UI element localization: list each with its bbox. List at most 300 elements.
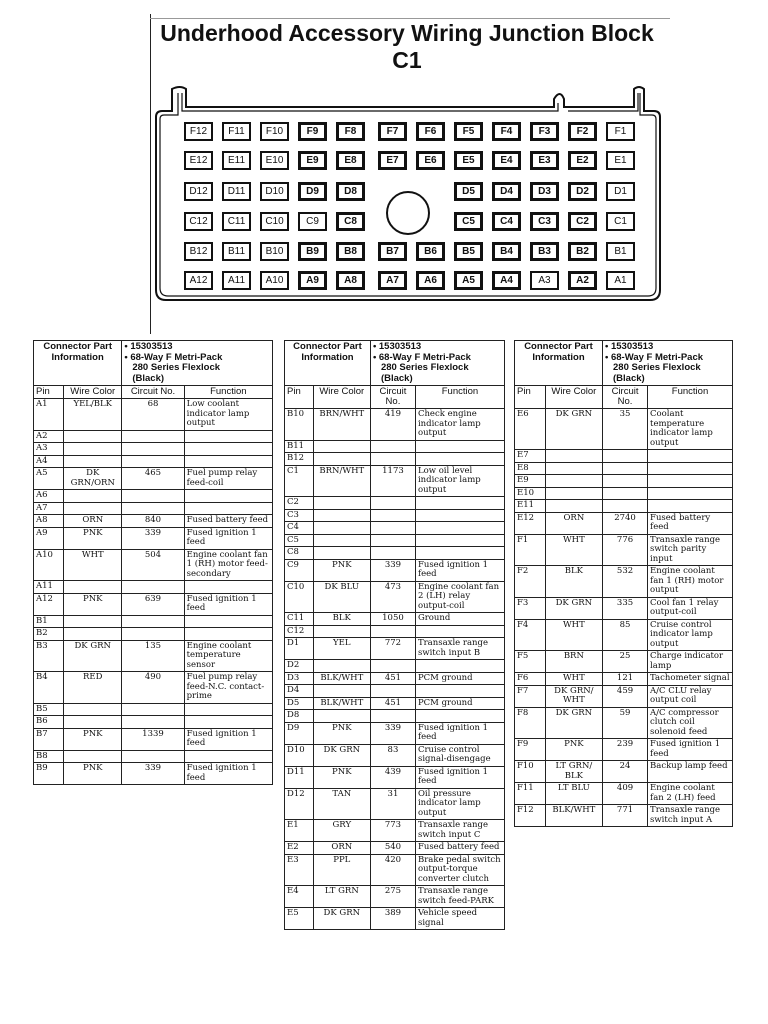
connector-pin-b4: B4	[492, 242, 521, 261]
table-row	[34, 672, 273, 704]
wire-color-cell: LT BLU	[545, 783, 602, 805]
pin-cell: A3	[34, 443, 64, 456]
pin-cell: C12	[285, 625, 314, 638]
function-cell: Charge indicator lamp	[648, 651, 733, 673]
function-cell	[415, 509, 504, 522]
table-row	[285, 886, 505, 908]
connector-pin-c2: C2	[568, 212, 597, 231]
wire-color-cell: PNK	[313, 722, 370, 744]
connector-pin-d9: D9	[298, 182, 327, 201]
function-cell: Cruise control signal-disengage	[415, 744, 504, 766]
circuit-cell	[370, 453, 415, 466]
wire-color-cell: PNK	[313, 559, 370, 581]
pin-cell: E6	[515, 409, 546, 450]
table-row	[34, 750, 273, 763]
wire-color-cell	[313, 509, 370, 522]
circuit-cell: 451	[370, 672, 415, 685]
table-row	[34, 716, 273, 729]
pin-cell: B2	[34, 628, 64, 641]
wire-color-cell: PNK	[545, 739, 602, 761]
connector-pin-f7: F7	[378, 122, 407, 141]
connector-pin-a8: A8	[336, 271, 365, 290]
pin-cell: B1	[34, 615, 64, 628]
wire-color-cell	[545, 475, 602, 488]
circuit-cell: 1050	[370, 613, 415, 626]
wire-color-cell: BLK/WHT	[313, 672, 370, 685]
wire-color-cell: BRN/WHT	[313, 465, 370, 497]
table-row	[34, 468, 273, 490]
circuit-cell: 776	[603, 534, 648, 566]
circuit-cell	[370, 497, 415, 510]
column-header-circuit: Circuit No.	[122, 386, 184, 399]
connector-info-line: 280 Series Flexlock	[380, 362, 469, 373]
wire-color-cell: ORN	[64, 515, 122, 528]
function-cell: Low coolant indicator lamp output	[184, 399, 272, 431]
column-header-circuit: Circuit No.	[603, 386, 648, 409]
connector-pin-e9: E9	[298, 151, 327, 170]
function-cell: Fused ignition 1 feed	[184, 763, 272, 785]
table-row	[34, 703, 273, 716]
table-row	[515, 707, 733, 739]
connector-pin-a9: A9	[298, 271, 327, 290]
connector-pin-b3: B3	[530, 242, 559, 261]
function-cell	[648, 450, 733, 463]
wire-color-cell: TAN	[313, 788, 370, 820]
table-row	[515, 462, 733, 475]
function-cell: Fused ignition 1 feed	[184, 728, 272, 750]
table-row	[34, 549, 273, 581]
circuit-cell: 335	[603, 597, 648, 619]
table-row	[515, 597, 733, 619]
circuit-cell: 339	[370, 559, 415, 581]
wire-color-cell	[313, 522, 370, 535]
pin-cell: B5	[34, 703, 64, 716]
function-cell: PCM ground	[415, 697, 504, 710]
pin-cell: D12	[285, 788, 314, 820]
function-cell: Fused ignition 1 feed	[415, 766, 504, 788]
connector-info-line: 280 Series Flexlock	[613, 362, 701, 373]
wire-color-cell: PNK	[64, 593, 122, 615]
function-cell: Cool fan 1 relay output-coil	[648, 597, 733, 619]
pin-cell: D3	[285, 672, 314, 685]
connector-info-line: • 68-Way F Metri-Pack	[124, 351, 223, 363]
table-row	[285, 581, 505, 613]
wire-color-cell: LT GRN/ BLK	[545, 761, 602, 783]
connector-pin-f2: F2	[568, 122, 597, 141]
function-cell	[415, 440, 504, 453]
function-cell: Fused ignition 1 feed	[415, 559, 504, 581]
pin-cell: C11	[285, 613, 314, 626]
table-row	[515, 619, 733, 651]
table-row	[34, 515, 273, 528]
circuit-cell: 339	[122, 763, 184, 785]
table-row	[34, 502, 273, 515]
connector-pin-a7: A7	[378, 271, 407, 290]
connector-center-hole	[386, 191, 430, 235]
circuit-cell: 59	[603, 707, 648, 739]
circuit-cell	[603, 475, 648, 488]
connector-info-line: • 15303513	[124, 341, 173, 352]
wire-color-cell: DK GRN	[545, 597, 602, 619]
function-cell	[648, 500, 733, 513]
pin-cell: C2	[285, 497, 314, 510]
connector-pin-b7: B7	[378, 242, 407, 261]
function-cell: Transaxle range switch parity input	[648, 534, 733, 566]
circuit-cell: 540	[370, 842, 415, 855]
table-row	[515, 739, 733, 761]
function-cell: Backup lamp feed	[648, 761, 733, 783]
connector-pin-d4: D4	[492, 182, 521, 201]
connector-pin-b10: B10	[260, 242, 289, 261]
table-row	[34, 581, 273, 594]
column-header-wire-color: Wire Color	[545, 386, 602, 409]
circuit-cell: 25	[603, 651, 648, 673]
function-cell: Transaxle range switch input B	[415, 638, 504, 660]
function-cell	[415, 547, 504, 560]
pin-cell: D9	[285, 722, 314, 744]
table-row	[285, 409, 505, 441]
connector-pin-a3: A3	[530, 271, 559, 290]
function-cell: Engine coolant fan 2 (LH) relay output-coil	[415, 581, 504, 613]
wire-color-cell	[545, 450, 602, 463]
connector-pin-d3: D3	[530, 182, 559, 201]
pin-cell: F9	[515, 739, 546, 761]
circuit-cell	[603, 487, 648, 500]
wire-color-cell	[64, 615, 122, 628]
circuit-cell	[122, 443, 184, 456]
wire-color-cell: PNK	[64, 527, 122, 549]
connector-pin-c9: C9	[298, 212, 327, 231]
circuit-cell: 35	[603, 409, 648, 450]
connector-pin-d12: D12	[184, 182, 213, 201]
wire-color-cell	[313, 660, 370, 673]
function-cell: A/C CLU relay output coil	[648, 685, 733, 707]
wire-color-cell	[313, 685, 370, 698]
function-cell: Brake pedal switch output-torque converter clutch	[415, 854, 504, 886]
circuit-cell: 840	[122, 515, 184, 528]
circuit-cell: 771	[603, 805, 648, 827]
pin-cell: A7	[34, 502, 64, 515]
connector-info-line: • 15303513	[605, 341, 654, 352]
circuit-cell: 773	[370, 820, 415, 842]
connector-pin-d11: D11	[222, 182, 251, 201]
pin-cell: A8	[34, 515, 64, 528]
column-header-circuit: Circuit No.	[370, 386, 415, 409]
function-cell	[184, 443, 272, 456]
pin-cell: E2	[285, 842, 314, 855]
wire-color-cell	[545, 462, 602, 475]
pinout-table-3	[514, 340, 733, 827]
function-cell: Fused ignition 1 feed	[415, 722, 504, 744]
connector-pin-e3: E3	[530, 151, 559, 170]
function-cell: Engine coolant fan 1 (RH) motor feed-secondary	[184, 549, 272, 581]
pin-cell: C4	[285, 522, 314, 535]
connector-info-line: • 68-Way F Metri-Pack	[372, 351, 471, 363]
table-row	[515, 409, 733, 450]
column-header-pin: Pin	[285, 386, 314, 409]
wire-color-cell	[64, 581, 122, 594]
circuit-cell	[370, 625, 415, 638]
table-row	[285, 788, 505, 820]
function-cell	[184, 581, 272, 594]
function-cell	[415, 522, 504, 535]
connector-pin-c10: C10	[260, 212, 289, 231]
function-cell: Fused ignition 1 feed	[184, 527, 272, 549]
connector-pin-f3: F3	[530, 122, 559, 141]
connector-part-label: Connector Part Information	[34, 341, 122, 386]
function-cell: Transaxle range switch input A	[648, 805, 733, 827]
function-cell: Engine coolant fan 2 (LH) feed	[648, 783, 733, 805]
table-row	[34, 615, 273, 628]
wire-color-cell: ORN	[313, 842, 370, 855]
column-header-wire-color: Wire Color	[64, 386, 122, 399]
wire-color-cell: WHT	[545, 534, 602, 566]
pin-cell: D4	[285, 685, 314, 698]
circuit-cell	[122, 628, 184, 641]
circuit-cell: 1339	[122, 728, 184, 750]
connector-pin-f10: F10	[260, 122, 289, 141]
table-row	[285, 547, 505, 560]
circuit-cell	[122, 502, 184, 515]
circuit-cell: 68	[122, 399, 184, 431]
function-cell: Fused ignition 1 feed	[648, 739, 733, 761]
circuit-cell: 439	[370, 766, 415, 788]
table-row	[515, 783, 733, 805]
pin-cell: B8	[34, 750, 64, 763]
function-cell	[184, 455, 272, 468]
pin-cell: E7	[515, 450, 546, 463]
circuit-cell: 85	[603, 619, 648, 651]
connector-pin-a1: A1	[606, 271, 635, 290]
circuit-cell: 639	[122, 593, 184, 615]
pin-cell: F11	[515, 783, 546, 805]
table-row	[515, 450, 733, 463]
connector-info-line: 280 Series Flexlock	[132, 362, 221, 373]
wire-color-cell: PNK	[313, 766, 370, 788]
pin-cell: F1	[515, 534, 546, 566]
connector-info-line: (Black)	[132, 372, 165, 384]
wire-color-cell	[313, 440, 370, 453]
pin-cell: F12	[515, 805, 546, 827]
connector-diagram	[150, 85, 670, 314]
function-cell	[184, 628, 272, 641]
circuit-cell: 135	[122, 640, 184, 672]
pin-cell: A4	[34, 455, 64, 468]
wire-color-cell: WHT	[545, 619, 602, 651]
pin-cell: C3	[285, 509, 314, 522]
pin-cell: D5	[285, 697, 314, 710]
circuit-cell: 121	[603, 673, 648, 686]
pin-cell: B7	[34, 728, 64, 750]
table-row	[34, 527, 273, 549]
pin-cell: B9	[34, 763, 64, 785]
circuit-cell	[122, 703, 184, 716]
connector-info-line: • 68-Way F Metri-Pack	[605, 351, 704, 363]
pin-cell: F5	[515, 651, 546, 673]
function-cell	[415, 660, 504, 673]
pin-cell: A1	[34, 399, 64, 431]
circuit-cell	[370, 685, 415, 698]
table-row	[285, 908, 505, 930]
connector-pin-c1: C1	[606, 212, 635, 231]
circuit-cell	[370, 660, 415, 673]
function-cell: Tachometer signal	[648, 673, 733, 686]
table-row	[285, 766, 505, 788]
connector-pin-e7: E7	[378, 151, 407, 170]
table-row	[515, 651, 733, 673]
wire-color-cell	[64, 502, 122, 515]
page-top-rule	[150, 18, 670, 19]
pin-cell: A12	[34, 593, 64, 615]
connector-pin-a10: A10	[260, 271, 289, 290]
wire-color-cell: DK BLU	[313, 581, 370, 613]
connector-pin-f4: F4	[492, 122, 521, 141]
wire-color-cell	[545, 487, 602, 500]
function-cell: Transaxle range switch feed-PARK	[415, 886, 504, 908]
connector-pin-b2: B2	[568, 242, 597, 261]
connector-pin-d2: D2	[568, 182, 597, 201]
table-row	[285, 497, 505, 510]
function-cell	[184, 430, 272, 443]
function-cell: Fuel pump relay feed-N.C. contact-prime	[184, 672, 272, 704]
pin-cell: E3	[285, 854, 314, 886]
connector-part-info	[603, 341, 733, 386]
wire-color-cell: PNK	[64, 763, 122, 785]
function-cell: Fused ignition 1 feed	[184, 593, 272, 615]
connector-pin-b8: B8	[336, 242, 365, 261]
table-row	[34, 728, 273, 750]
pin-cell: D1	[285, 638, 314, 660]
circuit-cell: 339	[370, 722, 415, 744]
circuit-cell	[370, 534, 415, 547]
table-row	[285, 625, 505, 638]
connector-pin-a11: A11	[222, 271, 251, 290]
pin-cell: F8	[515, 707, 546, 739]
pin-cell: E12	[515, 512, 546, 534]
circuit-cell	[603, 462, 648, 475]
wire-color-cell	[313, 497, 370, 510]
connector-pin-f1: F1	[606, 122, 635, 141]
connector-pin-e8: E8	[336, 151, 365, 170]
wire-color-cell: BRN	[545, 651, 602, 673]
pin-cell: B12	[285, 453, 314, 466]
connector-pin-e1: E1	[606, 151, 635, 170]
connector-pin-d1: D1	[606, 182, 635, 201]
connector-part-info	[122, 341, 273, 386]
column-header-function: Function	[648, 386, 733, 409]
connector-part-label: Connector Part Information	[515, 341, 603, 386]
wire-color-cell: BLK	[545, 566, 602, 598]
circuit-cell: 83	[370, 744, 415, 766]
circuit-cell	[122, 490, 184, 503]
table-row	[515, 500, 733, 513]
wire-color-cell: RED	[64, 672, 122, 704]
circuit-cell	[370, 522, 415, 535]
connector-pin-f5: F5	[454, 122, 483, 141]
table-row	[515, 487, 733, 500]
table-row	[285, 672, 505, 685]
function-cell	[648, 475, 733, 488]
connector-pin-c4: C4	[492, 212, 521, 231]
function-cell: Cruise control indicator lamp output	[648, 619, 733, 651]
connector-part-label: Connector Part Information	[285, 341, 371, 386]
connector-pin-c11: C11	[222, 212, 251, 231]
wire-color-cell	[64, 430, 122, 443]
wire-color-cell	[64, 455, 122, 468]
pin-cell: A11	[34, 581, 64, 594]
connector-info-line: (Black)	[380, 372, 413, 384]
table-row	[515, 761, 733, 783]
function-cell	[648, 462, 733, 475]
pin-cell: F6	[515, 673, 546, 686]
table-row	[285, 685, 505, 698]
function-cell: Fused battery feed	[184, 515, 272, 528]
pin-cell: D8	[285, 710, 314, 723]
circuit-cell: 389	[370, 908, 415, 930]
function-cell	[184, 502, 272, 515]
column-header-pin: Pin	[515, 386, 546, 409]
connector-pin-e4: E4	[492, 151, 521, 170]
circuit-cell	[122, 430, 184, 443]
pin-cell: C1	[285, 465, 314, 497]
pin-cell: B4	[34, 672, 64, 704]
table-row	[285, 509, 505, 522]
function-cell	[648, 487, 733, 500]
wire-color-cell: DK GRN	[313, 744, 370, 766]
circuit-cell: 24	[603, 761, 648, 783]
circuit-cell: 31	[370, 788, 415, 820]
table-row	[285, 722, 505, 744]
table-row	[34, 490, 273, 503]
wire-color-cell: BLK/WHT	[313, 697, 370, 710]
table-row	[34, 628, 273, 641]
function-cell	[415, 625, 504, 638]
wire-color-cell	[545, 500, 602, 513]
function-cell: Oil pressure indicator lamp output	[415, 788, 504, 820]
pin-cell: D2	[285, 660, 314, 673]
function-cell	[184, 490, 272, 503]
column-header-function: Function	[415, 386, 504, 409]
circuit-cell	[122, 615, 184, 628]
table-row	[285, 522, 505, 535]
wire-color-cell	[64, 628, 122, 641]
wire-color-cell: YEL/BLK	[64, 399, 122, 431]
connector-pin-c3: C3	[530, 212, 559, 231]
circuit-cell: 409	[603, 783, 648, 805]
connector-pin-e2: E2	[568, 151, 597, 170]
table-row	[285, 638, 505, 660]
table-row	[34, 593, 273, 615]
wire-color-cell: DK GRN	[545, 409, 602, 450]
wire-color-cell: DK GRN/ WHT	[545, 685, 602, 707]
circuit-cell	[603, 450, 648, 463]
connector-pin-b1: B1	[606, 242, 635, 261]
wire-color-cell: WHT	[545, 673, 602, 686]
connector-pin-b9: B9	[298, 242, 327, 261]
function-cell	[184, 716, 272, 729]
pin-cell: F10	[515, 761, 546, 783]
wire-color-cell	[313, 534, 370, 547]
function-cell: Engine coolant temperature sensor	[184, 640, 272, 672]
circuit-cell	[122, 455, 184, 468]
pin-cell: C9	[285, 559, 314, 581]
connector-pin-a12: A12	[184, 271, 213, 290]
wire-color-cell	[64, 443, 122, 456]
function-cell: Low oil level indicator lamp output	[415, 465, 504, 497]
function-cell: A/C compressor clutch coil solenoid feed	[648, 707, 733, 739]
wire-color-cell	[313, 453, 370, 466]
table-row	[285, 842, 505, 855]
